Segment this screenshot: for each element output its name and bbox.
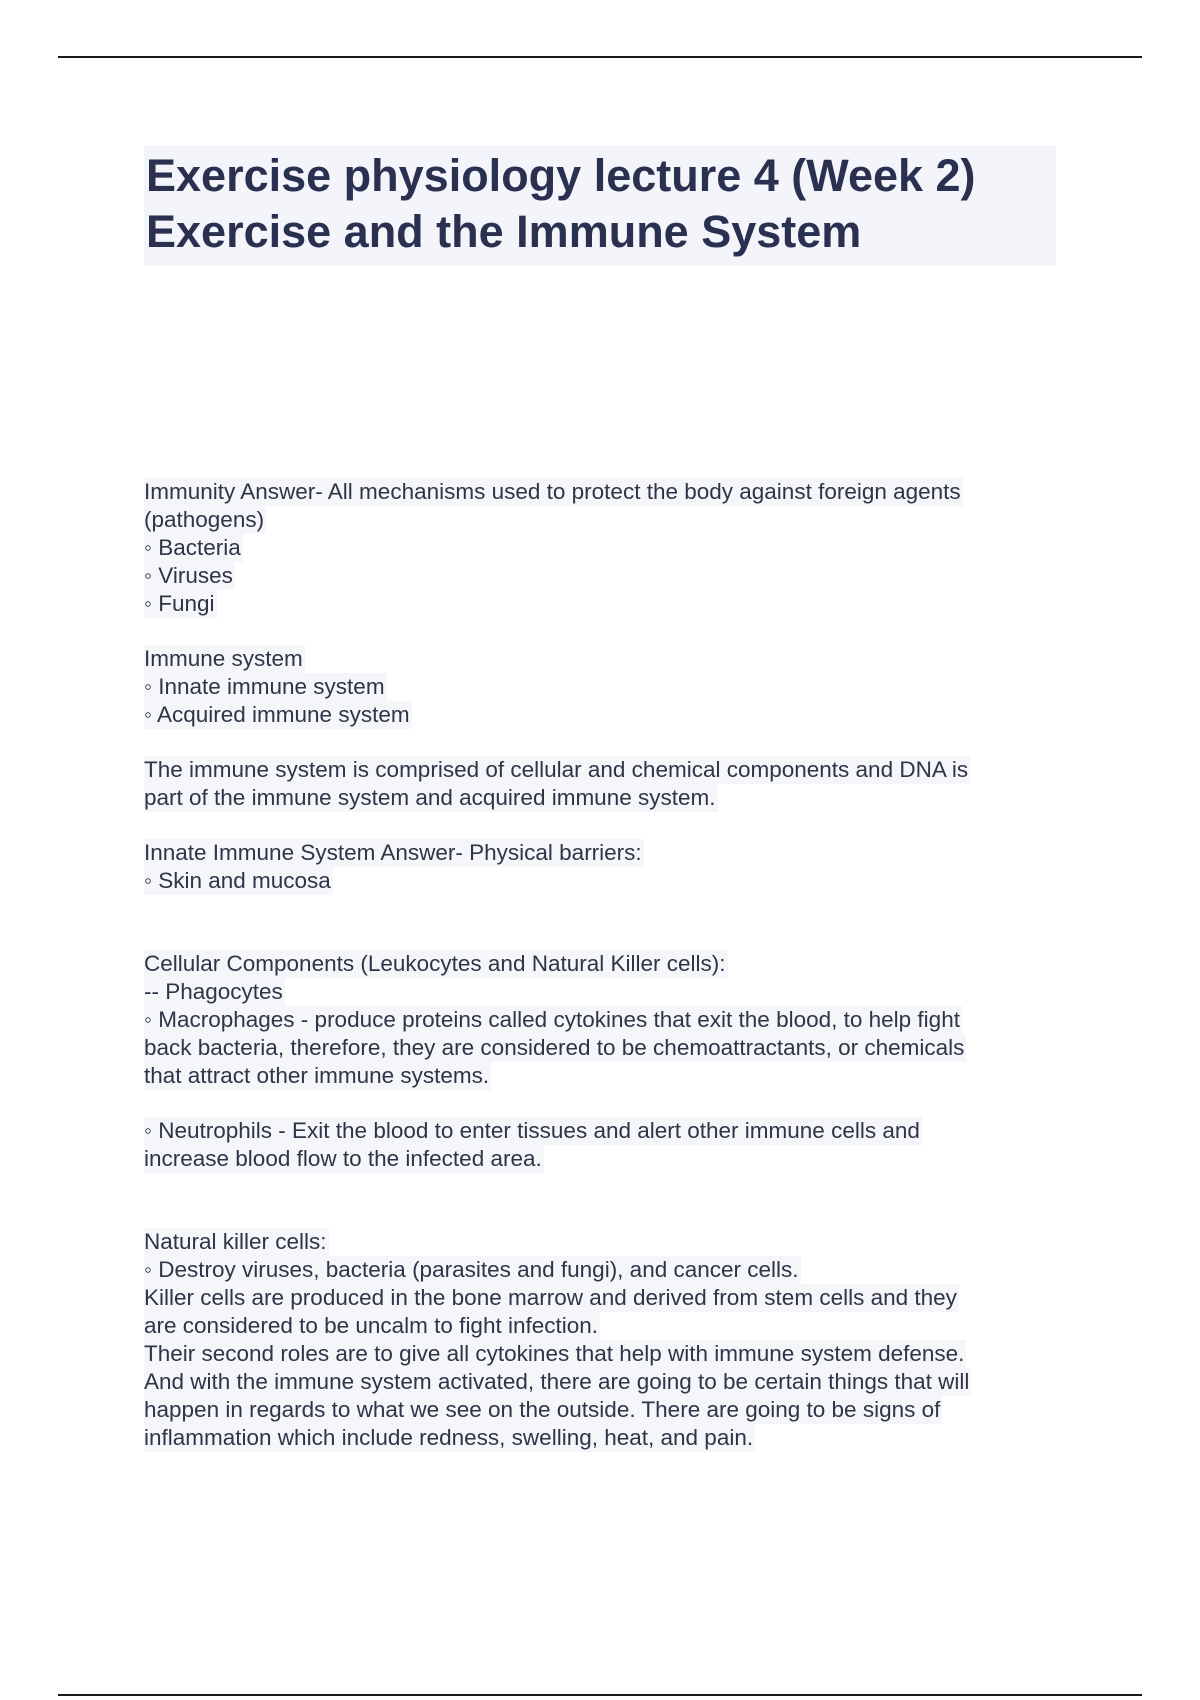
bullet-item: -- Phagocytes (144, 979, 283, 1004)
text-line: Innate Immune System Answer- Physical barriers: (144, 840, 642, 865)
bullet-item: ◦ Acquired immune system (144, 702, 410, 727)
text-line: happen in regards to what we see on the outside. There are going to be signs of (144, 1397, 941, 1422)
text-line: back bacteria, therefore, they are considered to be chemoattractants, or chemicals (144, 1035, 965, 1060)
text-line: The immune system is comprised of cellular and chemical components and DNA is (144, 757, 969, 782)
cellular-paragraph (144, 950, 1064, 1090)
immune-system-paragraph (144, 645, 1064, 729)
bullet-item: ◦ Skin and mucosa (144, 868, 331, 893)
text-line: Natural killer cells: (144, 1229, 327, 1254)
title-line-2: Exercise and the Immune System (146, 206, 862, 257)
text-line: Immune system (144, 646, 303, 671)
text-line: that attract other immune systems. (144, 1063, 490, 1088)
text-line: are considered to be uncalm to fight infection. (144, 1313, 599, 1338)
text-line: And with the immune system activated, there are going to be certain things that will (144, 1369, 970, 1394)
comprised-paragraph (144, 756, 1064, 812)
title-line-1: Exercise physiology lecture 4 (Week 2) (146, 150, 976, 201)
bottom-divider (58, 1694, 1142, 1696)
bullet-item: ◦ Innate immune system (144, 674, 385, 699)
bullet-item: ◦ Macrophages - produce proteins called cytokines that exit the blood, to help fight (144, 1007, 960, 1032)
bullet-item: ◦ Fungi (144, 591, 215, 616)
text-line: Immunity Answer- All mechanisms used to protect the body against foreign agents (144, 479, 961, 504)
innate-paragraph (144, 839, 1064, 895)
text-line: increase blood flow to the infected area. (144, 1146, 542, 1171)
document-title (144, 146, 1056, 266)
immunity-paragraph (144, 478, 1064, 618)
text-line: Killer cells are produced in the bone marrow and derived from stem cells and they (144, 1285, 957, 1310)
natural-killer-paragraph (144, 1228, 1064, 1452)
bullet-item: ◦ Bacteria (144, 535, 241, 560)
bullet-item: ◦ Destroy viruses, bacteria (parasites and fungi), and cancer cells. (144, 1257, 799, 1282)
text-line: (pathogens) (144, 507, 265, 532)
text-line: Their second roles are to give all cytokines that help with immune system defense. (144, 1341, 965, 1366)
document-body (144, 478, 1064, 1452)
text-line: part of the immune system and acquired immune system. (144, 785, 716, 810)
top-divider (58, 56, 1142, 58)
bullet-item: ◦ Neutrophils - Exit the blood to enter tissues and alert other immune cells and (144, 1118, 920, 1143)
text-line: inflammation which include redness, swelling, heat, and pain. (144, 1425, 754, 1450)
text-line: Cellular Components (Leukocytes and Natural Killer cells): (144, 951, 726, 976)
neutrophils-paragraph (144, 1117, 1064, 1173)
bullet-item: ◦ Viruses (144, 563, 233, 588)
